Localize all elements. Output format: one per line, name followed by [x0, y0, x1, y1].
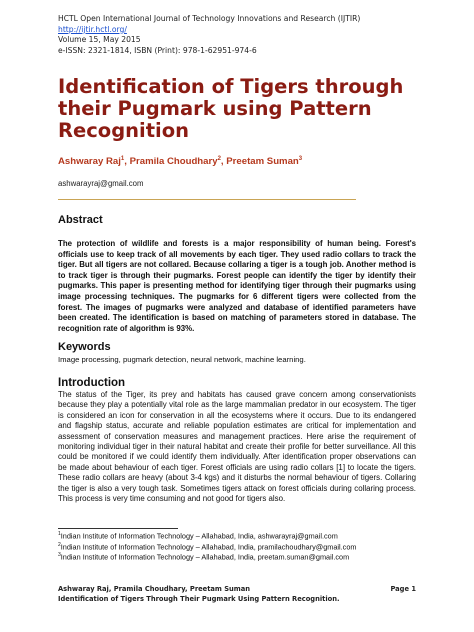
- journal-name: HCTL Open International Journal of Technology Innovations and Research (IJTIR): [58, 14, 361, 23]
- author-affiliation-mark: 1: [120, 156, 125, 162]
- keywords-text: Image processing, pugmark detection, neural network, machine learning.: [58, 355, 306, 364]
- journal-issn: e-ISSN: 2321-1814, ISBN (Print): 978-1-62951-974-6: [58, 45, 257, 55]
- author-name: Pramila Choudhary: [129, 156, 218, 168]
- author-affiliation-mark: 3: [298, 156, 303, 162]
- footnote-item: [58, 541, 356, 552]
- abstract-heading: Abstract: [58, 214, 103, 226]
- page-number: Page 1: [390, 585, 416, 593]
- journal-url-link[interactable]: http://ijtir.hctl.org/: [58, 24, 127, 34]
- author-name: Ashwaray Raj: [58, 156, 121, 168]
- paper-title: Identification of Tigers through their Pugmark using Pattern Recognition: [58, 75, 404, 142]
- footnote-divider: [58, 528, 178, 529]
- author-affiliation-mark: 2: [217, 156, 221, 162]
- author-name: Preetam Suman: [226, 156, 299, 168]
- footnote-item: [58, 551, 356, 562]
- footer-authors: Ashwaray Raj, Pramila Choudhary, Preetam Suman: [58, 585, 251, 593]
- footnotes: [58, 530, 356, 562]
- introduction-text: The status of the Tiger, its prey and habitats has caused grave concern among conservationists because they play a potentially vital role as the large mammalian predator in our ecosystem. The tiger is considered an icon for conservation in all the ecosystems where it occurs. Due to its endangered and flagship status, accurate and reliable population estimates are critical for implementation and assessment of conservation measures and management practices. Here arise the requirement of monitoring individual tiger in their natural habitat and create their profile for better surveillance. All this could be monitored if we could identify them individually. After identification proper observations can be made about behaviour of each tiger. Forest officials are using radio collars [1] to locate the tigers. These radio collars are heavy (about 3-4 kgs) and it disturbs the normal behaviour of tigers. Collaring the tiger is also a very tough task. Sometimes tigers attack on forest officials during collaring process. This process is very time consuming and not good for tigers also.: [58, 390, 416, 504]
- author-list: Ashwaray Raj$^1$, Pramila Choudhary$^2$, Preetam Suman$^3$: [58, 156, 303, 168]
- footnote-text: Indian Institute of Information Technology – Allahabad, India, pramilachoudhary@gmail.com: [60, 542, 357, 552]
- section-divider: [58, 199, 356, 200]
- keywords-heading: Keywords: [58, 341, 111, 353]
- footnote-text: Indian Institute of Information Technology – Allahabad, India, ashwarayraj@gmail.com: [60, 531, 338, 541]
- footer-title: Identification of Tigers Through Their Pugmark Using Pattern Recognition.: [58, 595, 340, 603]
- page-footer: [58, 584, 416, 604]
- footnote-mark: 2: [58, 541, 61, 548]
- journal-volume: Volume 15, May 2015: [58, 35, 141, 44]
- footnote-item: [58, 530, 356, 541]
- footnote-text: Indian Institute of Information Technology – Allahabad, India, preetam.suman@gmail.com: [60, 552, 350, 562]
- abstract-text: The protection of wildlife and forests is a major responsibility of human being. Forest's officials use to keep track of all movements by each tiger. They used radio collars to track the tiger. But all tigers are not collared. Because collaring a tiger is a tough job. Another method is to track tiger is through their pugmarks. Forest people can identify the tiger by identify their pugmarks. This paper is presenting method for identifying tiger through their pugmarks using image processing techniques. The pugmarks for 6 different tigers were collected from the forest. The images of pugmarks were analyzed and database of identified parameters have been created. The identification is based on matching of parameters stored in database. The recognition rate of algorithm is 93%.: [58, 239, 416, 333]
- footnote-mark: 3: [58, 552, 61, 559]
- introduction-heading: Introduction: [58, 377, 126, 389]
- footnote-mark: 1: [58, 531, 61, 537]
- journal-header: [58, 14, 360, 56]
- author-email: ashwarayraj@gmail.com: [58, 179, 144, 188]
